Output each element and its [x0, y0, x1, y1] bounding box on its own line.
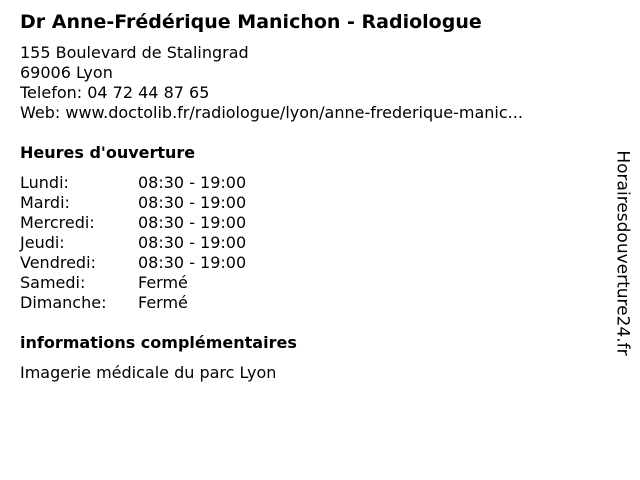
opening-hours-table [20, 173, 600, 313]
hours-row [20, 273, 600, 293]
watermark-text: Horairesdouverture24.fr [613, 150, 633, 356]
hours-row [20, 173, 600, 193]
opening-hours-heading: Heures d'ouverture [20, 143, 196, 162]
additional-info-text: Imagerie médicale du parc Lyon [20, 363, 277, 382]
business-card [20, 10, 600, 383]
day-hours: 08:30 - 19:00 [138, 253, 247, 272]
day-label: Dimanche: [20, 293, 107, 312]
day-label: Vendredi: [20, 253, 96, 272]
day-hours: 08:30 - 19:00 [138, 233, 247, 252]
day-hours: 08:30 - 19:00 [138, 173, 247, 192]
hours-row [20, 213, 600, 233]
website-link[interactable]: Web: www.doctolib.fr/radiologue/lyon/anne-frederique-manic... [20, 103, 523, 122]
hours-row [20, 193, 600, 213]
hours-row [20, 233, 600, 253]
site-watermark [610, 135, 636, 371]
hours-row [20, 293, 600, 313]
day-label: Mardi: [20, 193, 70, 212]
day-hours: 08:30 - 19:00 [138, 213, 247, 232]
address-block [20, 43, 600, 123]
day-hours: Fermé [138, 273, 188, 292]
day-label: Samedi: [20, 273, 86, 292]
day-hours: Fermé [138, 293, 188, 312]
street-address: 155 Boulevard de Stalingrad [20, 43, 249, 62]
day-label: Lundi: [20, 173, 69, 192]
hours-row [20, 253, 600, 273]
additional-info-heading: informations complémentaires [20, 333, 297, 352]
day-label: Jeudi: [20, 233, 65, 252]
page-title: Dr Anne-Frédérique Manichon - Radiologue [20, 11, 482, 33]
city-address: 69006 Lyon [20, 63, 113, 82]
day-hours: 08:30 - 19:00 [138, 193, 247, 212]
day-label: Mercredi: [20, 213, 95, 232]
phone-number: Telefon: 04 72 44 87 65 [20, 83, 210, 102]
